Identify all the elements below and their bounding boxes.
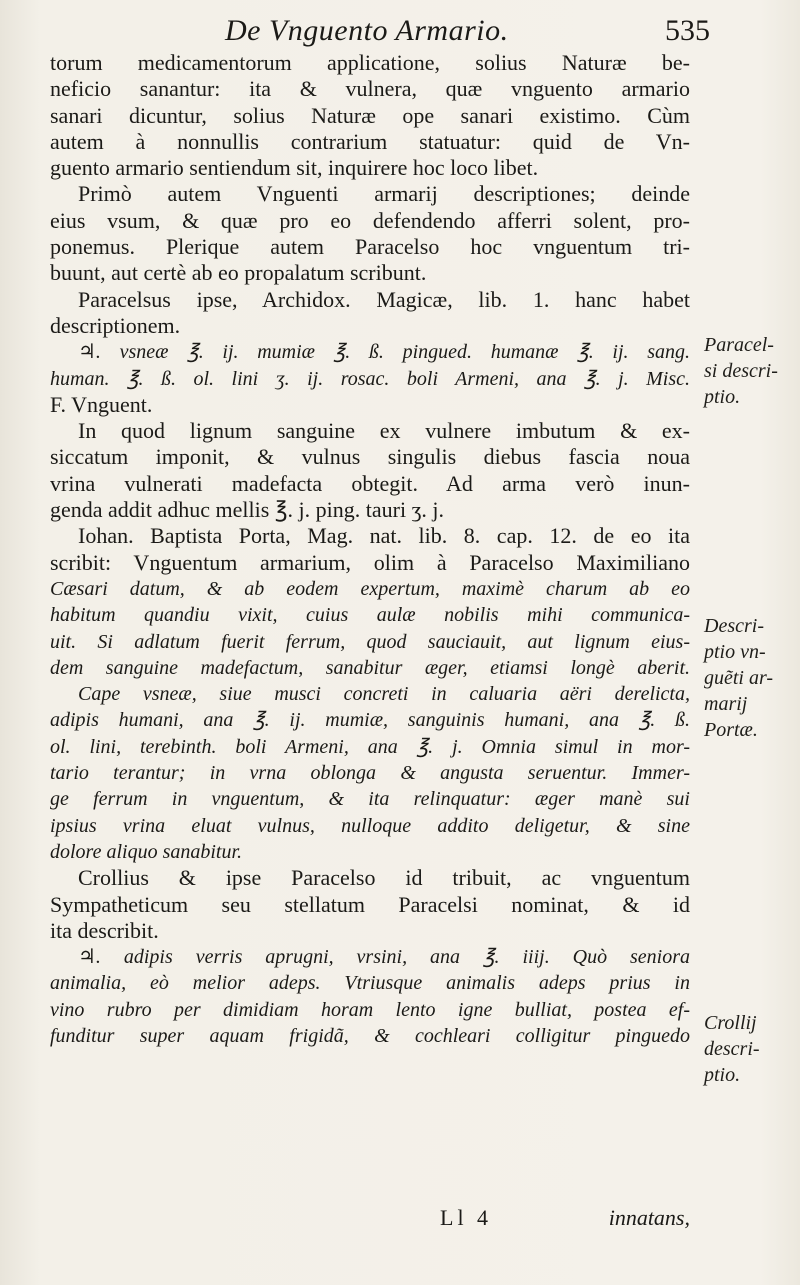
text-line: uit. Si adlatum fuerit ferrum, quod sauciauit, aut lignum eius- xyxy=(50,630,690,653)
text-line: Sympatheticum seu stellatum Paracelsi nominat, & id xyxy=(50,891,690,917)
margin-note-line: marij xyxy=(704,693,748,715)
text-line: eius vsum, & quæ pro eo defendendo afferri solent, pro- xyxy=(50,207,690,233)
margin-note-line: Paracel- xyxy=(704,334,774,356)
text-line: ol. lini, terebinth. boli Armeni, ana ℥. j. Omnia simul in mor- xyxy=(50,735,690,758)
text-line: ita describit. xyxy=(50,917,159,943)
margin-note-line: ptio. xyxy=(704,1064,741,1086)
text-line: Paracelsus ipse, Archidox. Magicæ, lib. 1. hanc habet xyxy=(78,286,690,312)
text-line: F. Vnguent. xyxy=(50,391,153,417)
margin-note-line: Portæ. xyxy=(704,719,758,741)
margin-note-line: Crollij xyxy=(704,1012,757,1034)
text-line: funditur super aquam frigidã, & cochleari colligitur pinguedo xyxy=(50,1024,690,1047)
text-line: ♃. adipis verris aprugni, vrsini, ana ℥. iiij. Quò seniora xyxy=(78,946,690,969)
text-line: animalia, eò melior adeps. Vtriusque animalis adeps prius in xyxy=(50,972,690,995)
text-line: buunt, aut certè ab eo propalatum scribunt. xyxy=(50,260,427,286)
text-line: habitum quandiu vixit, cuius aulæ nobilis mihi communica- xyxy=(50,604,690,627)
text-line: In quod lignum sanguine ex vulnere imbutum & ex- xyxy=(78,418,690,444)
text-line: siccatum imponit, & vulnus singulis diebus fascia noua xyxy=(50,444,690,470)
text-line: guento armario sentiendum sit, inquirere hoc loco libet. xyxy=(50,155,539,181)
margin-note-paracelsi xyxy=(704,332,800,410)
running-header xyxy=(50,14,710,54)
text-line: adipis humani, ana ℥. ij. mumiæ, sanguinis humani, ana ℥. ß. xyxy=(50,709,690,732)
text-line: ge ferrum in vnguentum, & ita relinquatur: æger manè sui xyxy=(50,788,690,811)
margin-note-line: guẽti ar- xyxy=(704,667,774,689)
text-line: neficio sanantur: ita & vulnera, quæ vnguento armario xyxy=(50,76,690,102)
text-line: descriptionem. xyxy=(50,312,181,338)
margin-note-line: si descri- xyxy=(704,360,778,382)
text-line: Cæsari datum, & ab eodem expertum, maximè charum ab eo xyxy=(50,577,690,600)
margin-note-portae xyxy=(704,613,800,743)
text-line: Cape vsneæ, siue musci concreti in caluaria aëri derelicta, xyxy=(78,683,690,706)
text-line: scribit: Vnguentum armarium, olim à Paracelso Maximiliano xyxy=(50,549,690,575)
text-line: Crollius & ipse Paracelso id tribuit, ac vnguentum xyxy=(78,865,690,891)
text-line: ipsius vrina eluat vulnus, nulloque addito deligetur, & sine xyxy=(50,814,690,837)
margin-note-line: ptio vn- xyxy=(704,641,766,663)
text-line: torum medicamentorum applicatione, solius Naturæ be- xyxy=(50,50,690,75)
text-line: ♃. vsneæ ℥. ij. mumiæ ℥. ß. pingued. humanæ ℥. ij. sang. xyxy=(78,341,690,364)
margin-note-line: ptio. xyxy=(704,386,741,408)
text-line: autem à nonnullis contrarium statuatur: quid de Vn- xyxy=(50,128,690,154)
margin-note-line: Descri- xyxy=(704,615,764,637)
margin-note-line: descri- xyxy=(704,1038,760,1060)
text-line: dolore aliquo sanabitur. xyxy=(50,840,243,863)
text-line: vrina vulnerati madefacta obtegit. Ad arma verò inun- xyxy=(50,470,690,496)
running-title: De Vnguento Armario. xyxy=(225,14,509,47)
text-line: Iohan. Baptista Porta, Mag. nat. lib. 8. cap. 12. de eo ita xyxy=(78,523,690,549)
page-number: 535 xyxy=(665,14,710,47)
text-line: sanari dicuntur, solius Naturæ ope sanari existimo. Cùm xyxy=(50,102,690,128)
page-footer xyxy=(50,1205,690,1235)
text-line: dem sanguine madefactum, sanabitur æger, etiamsi longè aberit. xyxy=(50,656,690,679)
text-line: human. ℥. ß. ol. lini ʒ. ij. rosac. boli Armeni, ana ℥. j. Misc. xyxy=(50,367,690,390)
text-line: ponemus. Plerique autem Paracelso hoc vnguentum tri- xyxy=(50,234,690,260)
text-line: vino rubro per dimidiam horam lento igne bulliat, postea ef- xyxy=(50,998,690,1021)
body-text xyxy=(50,50,690,1049)
signature-mark: Ll 4 xyxy=(440,1205,493,1230)
margin-note-crollii xyxy=(704,1010,800,1088)
text-line: genda addit adhuc mellis ℥. j. ping. tauri ʒ. j. xyxy=(50,497,444,523)
text-line: Primò autem Vnguenti armarij descriptiones; deinde xyxy=(78,181,690,207)
text-line: tario terantur; in vrna oblonga & angusta seruentur. Immer- xyxy=(50,762,690,785)
catchword: innatans, xyxy=(608,1205,690,1230)
